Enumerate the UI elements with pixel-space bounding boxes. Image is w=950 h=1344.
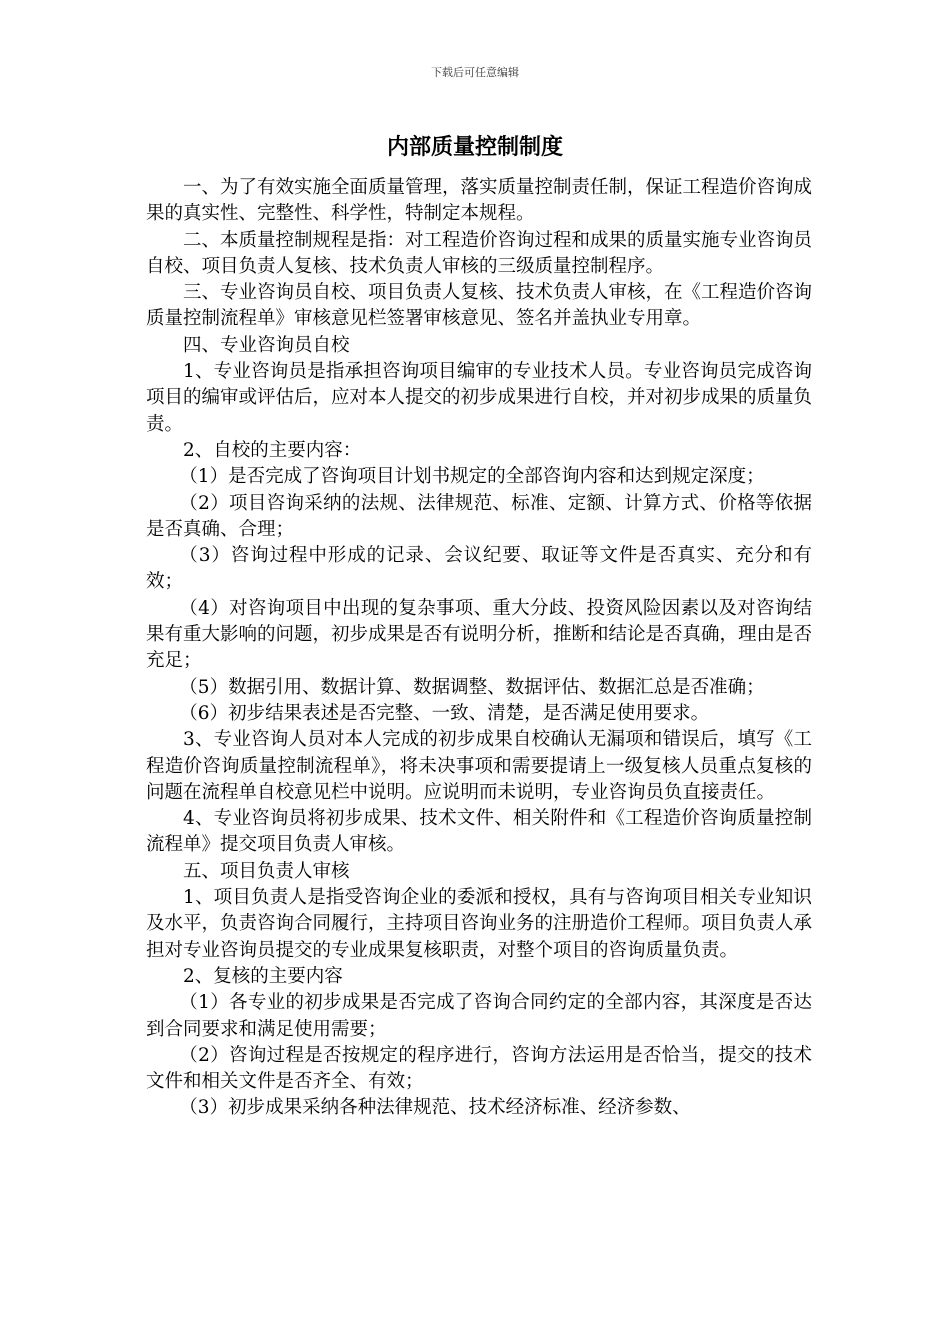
list-item-4-2-2: （2）项目咨询采纳的法规、法律规范、标准、定额、计算方式、价格等依据是否真确、合理；: [146, 492, 812, 540]
list-item-4-2-5: （5）数据引用、数据计算、数据调整、数据评估、数据汇总是否准确；: [179, 676, 765, 698]
paragraph-4-2: 2、自校的主要内容：: [183, 439, 362, 461]
list-item-5-2-1: （1）各专业的初步成果是否完成了咨询合同约定的全部内容，其深度是否达到合同要求和满足使用需要；: [146, 992, 812, 1040]
header-note: 下载后可任意编辑: [431, 66, 519, 79]
paragraph-4-3: 3、专业咨询人员对本人完成的初步成果自校确认无漏项和错误后，填写《工程造价咨询质量控制流程单》，将未决事项和需要提请上一级复核人员重点复核的问题在流程单自校意见栏中说明。应说明而未说明，专业咨询员负直接责任。: [146, 729, 812, 803]
list-item-5-2-2: （2）咨询过程是否按规定的程序进行，咨询方法运用是否恰当，提交的技术文件和相关文件是否齐全、有效；: [146, 1044, 812, 1093]
paragraph-4-4: 4、专业咨询员将初步成果、技术文件、相关附件和《工程造价咨询质量控制流程单》提交项目负责人审核。: [146, 808, 812, 856]
paragraph-5-2: 2、复核的主要内容: [183, 965, 343, 987]
list-item-4-2-6: （6）初步结果表述是否完整、一致、清楚，是否满足使用要求。: [179, 702, 710, 724]
paragraph-3: 三、专业咨询员自校、项目负责人复核、技术负责人审核，在《工程造价咨询质量控制流程单》审核意见栏签署审核意见、签名并盖执业专用章。: [146, 282, 813, 330]
paragraph-4-1: 1、专业咨询员是指承担咨询项目编审的专业技术人员。专业咨询员完成咨询项目的编审或评估后，应对本人提交的初步成果进行自校，并对初步成果的质量负责。: [146, 361, 813, 435]
document-title: 内部质量控制制度: [386, 135, 563, 160]
list-item-5-2-3: （3）初步成果采纳各种法律规范、技术经济标准、经济参数、: [179, 1097, 691, 1119]
paragraph-5-1: 1、项目负责人是指受咨询企业的委派和授权，具有与咨询项目相关专业知识及水平，负责咨询合同履行，主持项目咨询业务的注册造价工程师。项目负责人承担对专业咨询员提交的专业成果复核职责，对整个项目的咨询质量负责。: [146, 887, 813, 961]
paragraph-2: 二、本质量控制规程是指：对工程造价咨询过程和成果的质量实施专业咨询员自校、项目负责人复核、技术负责人审核的三级质量控制程序。: [146, 229, 813, 277]
list-item-4-2-3: （3）咨询过程中形成的记录、会议纪要、取证等文件是否真实、充分和有效；: [146, 545, 812, 593]
section-heading-4: 四、专业咨询员自校: [183, 334, 350, 356]
paragraph-1: 一、为了有效实施全面质量管理，落实质量控制责任制，保证工程造价咨询成果的真实性、完整性、科学性，特制定本规程。: [146, 177, 813, 225]
section-heading-5: 五、项目负责人审核: [183, 860, 350, 882]
list-item-4-2-1: （1）是否完成了咨询项目计划书规定的全部咨询内容和达到规定深度；: [179, 466, 765, 488]
document-body: [146, 175, 812, 1122]
list-item-4-2-4: （4）对咨询项目中出现的复杂事项、重大分歧、投资风险因素以及对咨询结果有重大影响的问题，初步成果是否有说明分析，推断和结论是否真确，理由是否充足；: [146, 597, 813, 672]
